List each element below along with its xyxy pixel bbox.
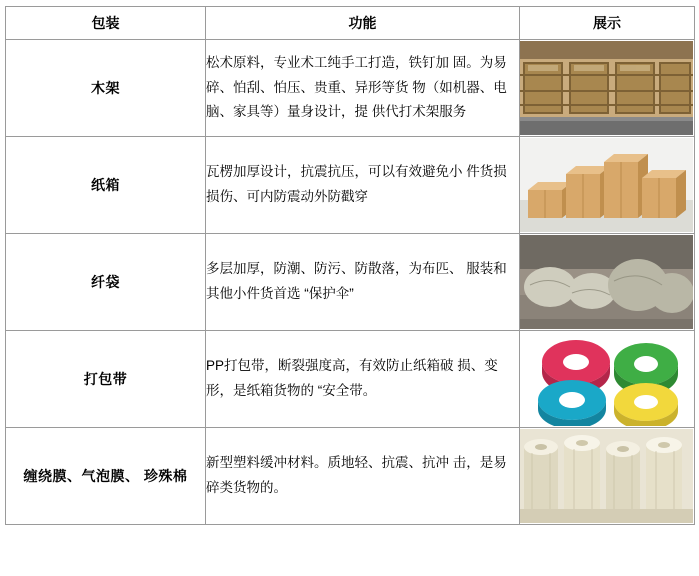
packaging-table-page bbox=[0, 6, 699, 576]
carton-box-photo bbox=[520, 138, 693, 232]
package-name-woven-bag: 纤袋 bbox=[6, 234, 206, 331]
package-name-wooden-crate: 木架 bbox=[6, 40, 206, 137]
stretch-film-photo bbox=[520, 429, 693, 523]
package-name-stretch-film: 缠绕膜、气泡膜、 珍殊棉 bbox=[6, 428, 206, 525]
column-header-display: 展示 bbox=[520, 7, 695, 40]
package-function-wooden-crate: 松术原料，专业术工纯手工打造，铁钉加 固。为易碎、怕刮、怕压、贵重、异形等货 物（如机器、电脑、家具等）量身设计，提 供代打术架服务 bbox=[206, 40, 520, 137]
table-header-row bbox=[6, 7, 695, 40]
packing-strap-photo bbox=[520, 332, 693, 426]
column-header-package: 包装 bbox=[6, 7, 206, 40]
column-header-function: 功能 bbox=[206, 7, 520, 40]
package-display-wooden-crate bbox=[520, 40, 695, 137]
packaging-table bbox=[5, 6, 695, 525]
package-name-carton: 纸箱 bbox=[6, 137, 206, 234]
wooden-crate-photo bbox=[520, 41, 693, 135]
package-display-woven-bag bbox=[520, 234, 695, 331]
package-name-packing-strap: 打包带 bbox=[6, 331, 206, 428]
package-function-stretch-film: 新型塑料缓冲材料。质地轻、抗震、抗冲 击，是易碎类货物的。 bbox=[206, 428, 520, 525]
table-row bbox=[6, 40, 695, 137]
package-display-carton bbox=[520, 137, 695, 234]
package-function-woven-bag: 多层加厚，防潮、防污、防散落，为布匹、 服装和其他小件货首选 “保护伞” bbox=[206, 234, 520, 331]
package-function-packing-strap: PP打包带，断裂强度高，有效防止纸箱破 损、变形，是纸箱货物的 “安全带。 bbox=[206, 331, 520, 428]
table-body bbox=[6, 40, 695, 525]
table-row bbox=[6, 331, 695, 428]
table-row bbox=[6, 428, 695, 525]
table-row bbox=[6, 137, 695, 234]
package-function-carton: 瓦楞加厚设计，抗震抗压，可以有效避免小 件货损损伤、可内防震动外防戳穿 bbox=[206, 137, 520, 234]
package-display-packing-strap bbox=[520, 331, 695, 428]
package-display-stretch-film bbox=[520, 428, 695, 525]
table-row bbox=[6, 234, 695, 331]
woven-bag-photo bbox=[520, 235, 693, 329]
table-header bbox=[6, 7, 695, 40]
